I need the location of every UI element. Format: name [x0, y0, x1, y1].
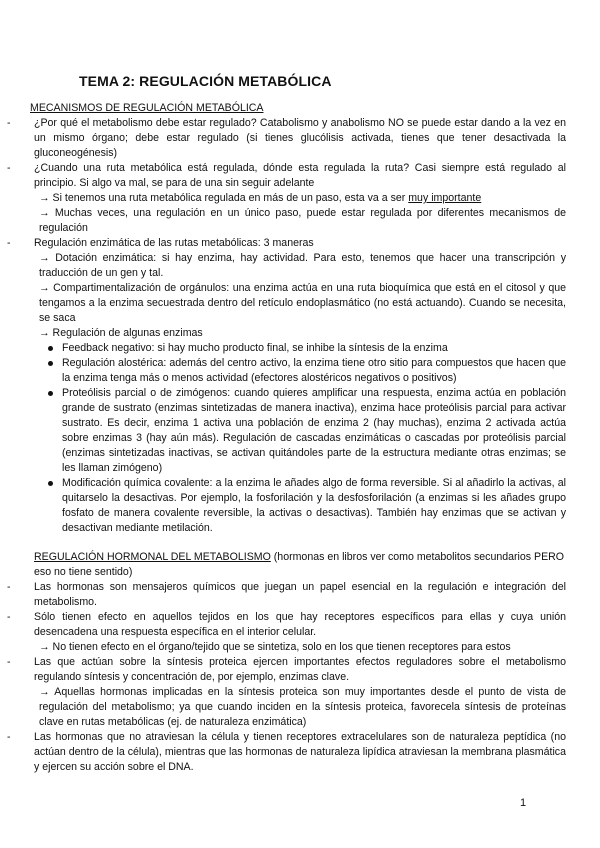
arrow-note: → Aquellas hormonas implicadas en la síntesis proteica son muy importantes desde el punto de vista de regulación del metabolismo; ya que cuando inciden en la síntesis proteica, favorecela síntesis de proteínas clave en rutas metabólicas (ej. de naturaleza enzimática)	[39, 686, 566, 728]
arrow-note: → Regulación de algunas enzimas	[39, 327, 203, 339]
page-title: TEMA 2: REGULACIÓN METABÓLICA	[79, 73, 332, 89]
bullet-item	[34, 356, 566, 386]
section-heading-hormonal	[34, 550, 566, 580]
page-number: 1	[520, 797, 527, 809]
list-item-text: Sólo tienen efecto en aquellos tejidos en los que hay receptores específicos para ellas y cuya unión desencadena una respuesta específica en el interior celular.	[34, 611, 566, 638]
list-item	[7, 580, 566, 610]
list-item	[7, 655, 566, 685]
bullet-dot	[48, 346, 53, 351]
dash-marker: -	[7, 656, 11, 668]
dash-marker: -	[7, 162, 11, 174]
arrow-note: → Compartimentalización de orgánulos: una enzima actúa en una ruta bioquímica que está en el citosol y que tengamos a la enzima secuestrada dentro del retículo endoplasmático (no está actuando). Cuando se necesita, se saca	[39, 282, 566, 324]
bullet-dot	[48, 361, 53, 366]
section-heading-text: REGULACIÓN HORMONAL DEL METABOLISMO	[34, 551, 271, 563]
arrow-note	[34, 191, 566, 206]
bullet-text: Regulación alostérica: además del centro activo, la enzima tiene otro sitio para compuestos que hacen que la enzima tenga más o menos actividad (efectores alostéricos negativos o positivos)	[62, 357, 566, 384]
bullet-dot	[48, 391, 53, 396]
list-item	[7, 730, 566, 775]
bullet-text: Feedback negativo: si hay mucho producto final, se inhibe la síntesis de la enzima	[62, 342, 448, 354]
bullet-list	[34, 341, 566, 536]
bullet-dot	[48, 481, 53, 486]
section-heading-mechanisms: MECANISMOS DE REGULACIÓN METABÓLICA	[30, 102, 264, 114]
bullet-item	[34, 341, 566, 356]
list-item-text: Las que actúan sobre la síntesis proteica ejercen importantes efectos reguladores sobre el metabolismo regulando síntesis y concentración de, por ejemplo, enzimas clave.	[34, 656, 566, 683]
list-item	[7, 236, 566, 251]
dash-marker: -	[7, 581, 11, 593]
list-item-text: ¿Por qué el metabolismo debe estar regulado? Catabolismo y anabolismo NO se puede estar dando a la vez en un mismo órgano; debe estar regulado (si tienes glucólisis activada, tienes que tener desactivada la gluconeogénesis)	[34, 117, 566, 159]
arrow-note: → Muchas veces, una regulación en un único paso, puede estar regulada por diferentes mecanismos de regulación	[39, 207, 566, 234]
bullet-text: Proteólisis parcial o de zimógenos: cuando quieres amplificar una respuesta, enzima actúa en población grande de sustrato (enzimas sintetizadas de manera inactiva), enzima hace proteólisis parcial para activar sustrato. Es decir, enzima 1 activa una población de enzima 2 (hay muchas), enzima 2 activada actúa sobre enzimas 3 (hay aún más). Regulación de cascadas enzimáticas o cascadas por proteólisis parcial (enzimas sintetizadas inactivas, se activan quitándoles parte de la estructura mediante otras enzimas; se les llaman zimógeno)	[62, 387, 566, 474]
document-body	[7, 101, 566, 775]
bullet-item	[34, 386, 566, 476]
list-item	[7, 116, 566, 161]
list-item-text: Regulación enzimática de las rutas metabólicas: 3 maneras	[34, 237, 314, 249]
underlined-emphasis: muy importante	[408, 192, 482, 204]
list-item-text: Las hormonas que no atraviesan la célula y tienen receptores extracelulares son de naturaleza peptídica (no actúan dentro de la célula), mientras que las hormonas de naturaleza lipídica atraviesan la membrana plasmática y ejercen su acción sobre el DNA.	[34, 731, 566, 773]
dash-marker: -	[7, 237, 11, 249]
arrow-note-text: → Si tenemos una ruta metabólica regulada en más de un paso, esta va a ser	[39, 192, 409, 204]
dash-marker: -	[7, 611, 11, 623]
dash-marker: -	[7, 117, 11, 129]
bullet-item	[34, 476, 566, 536]
arrow-note: → No tienen efecto en el órgano/tejido que se sintetiza, solo en los que tienen receptores para estos	[39, 641, 511, 653]
dash-marker: -	[7, 731, 11, 743]
list-item	[7, 610, 566, 640]
list-item-text: Las hormonas son mensajeros químicos que juegan un papel esencial en la regulación e integración del metabolismo.	[34, 581, 566, 608]
arrow-note: → Dotación enzimática: si hay enzima, hay actividad. Para esto, tenemos que hacer una transcripción y traducción de un gen y tal.	[39, 252, 566, 279]
list-item-text: ¿Cuando una ruta metabólica está regulada, dónde esta regulada la ruta? Casi siempre está regulado al principio. Si algo va mal, se para de una sin seguir adelante	[34, 162, 566, 189]
bullet-text: Modificación química covalente: a la enzima le añades algo de forma reversible. Si al añadirlo la activas, al quitarselo la desactivas. Por ejemplo, la fosforilación y la desfosforilación (a enzimas si les añades grupo fosfato de manera covalente reversible, la activas o desactivas). También hay enzimas que se activan y desactivan mediante metilación.	[62, 477, 566, 534]
list-item	[7, 161, 566, 191]
section-heading-note: (hormonas en libros ver como metabolitos secundarios PERO eso no tiene sentido)	[34, 551, 565, 578]
